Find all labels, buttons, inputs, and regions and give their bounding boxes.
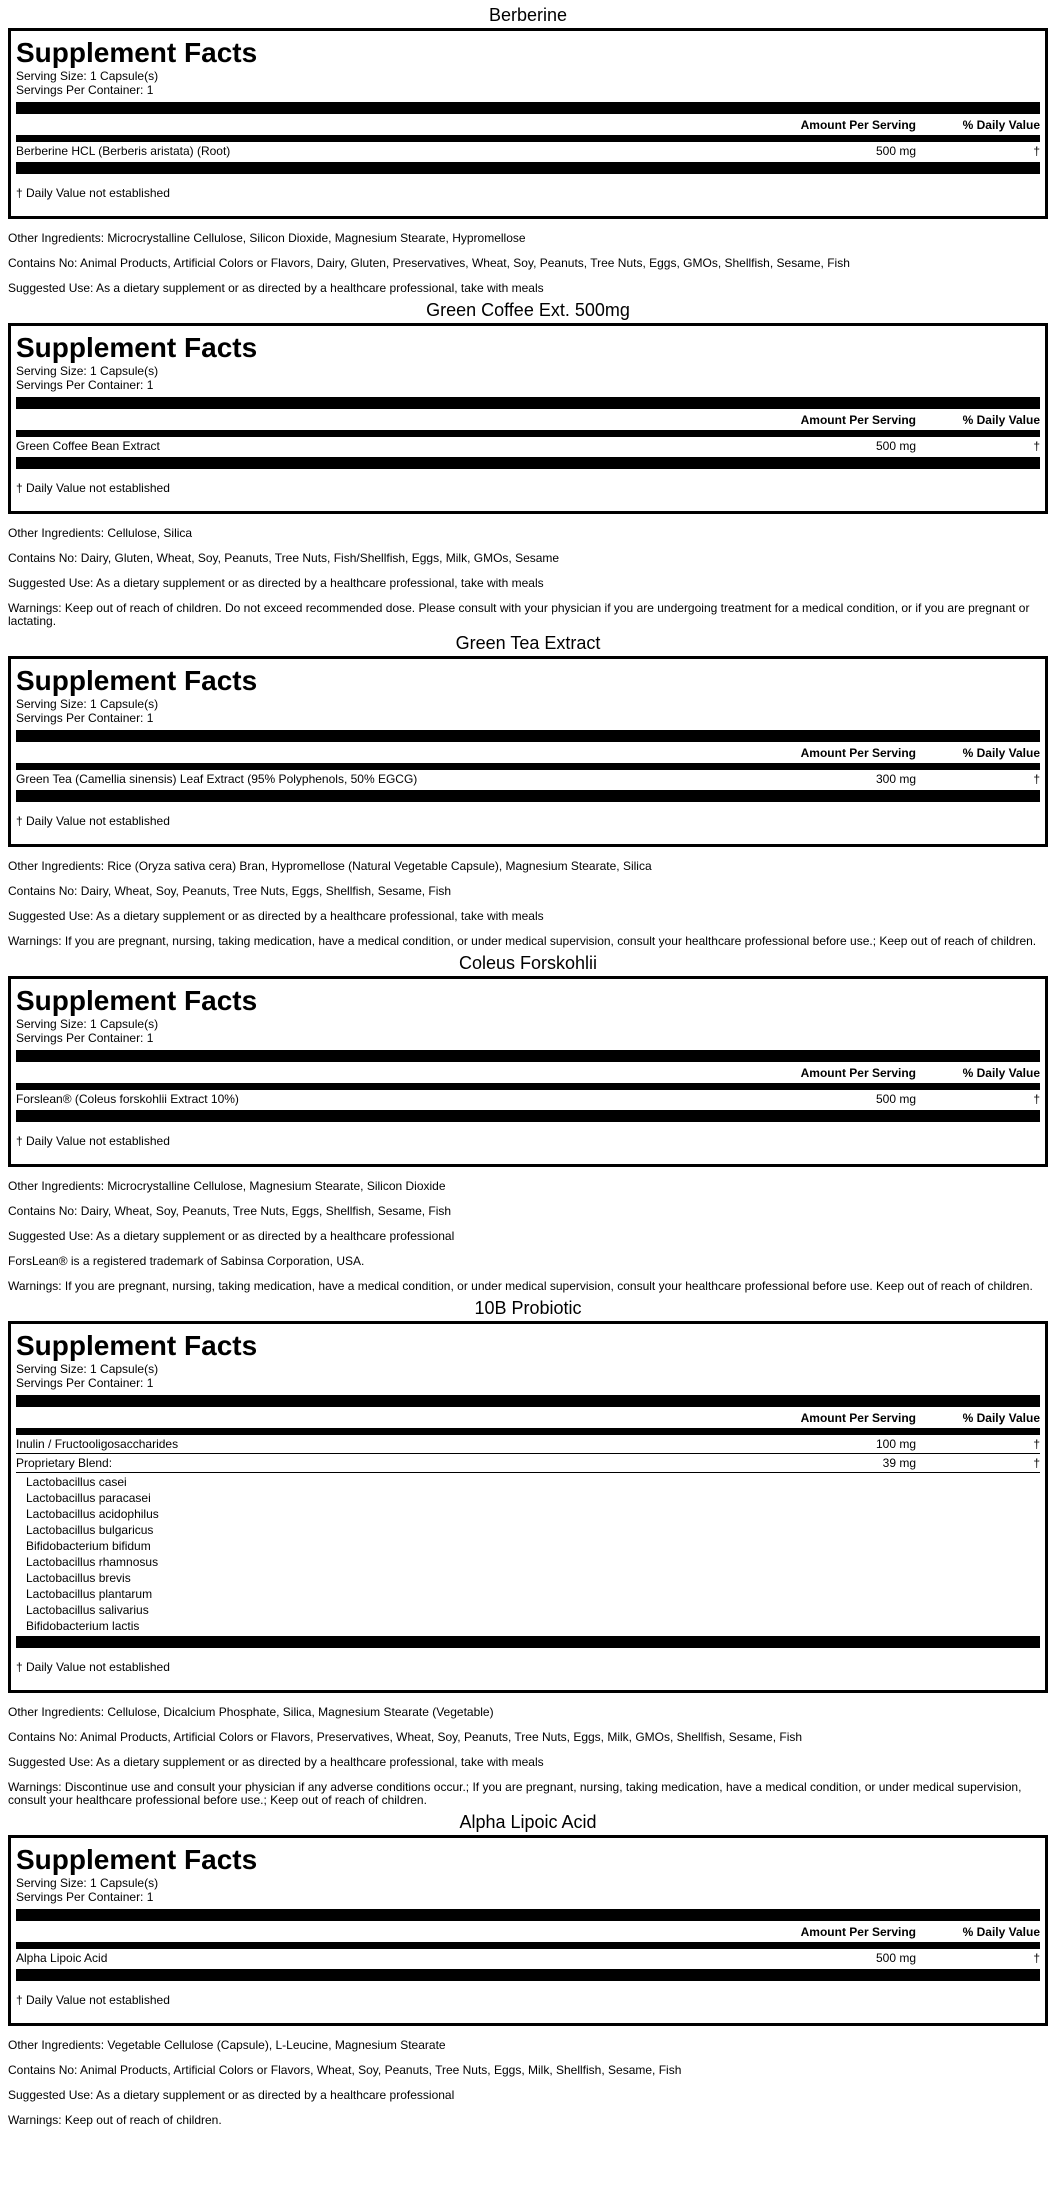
- product-info-line: Other Ingredients: Cellulose, Dicalcium Phosphate, Silica, Magnesium Stearate (Vegetable): [8, 1705, 494, 1719]
- product-section: [8, 628, 1048, 948]
- product-info-line: Warnings: If you are pregnant, nursing, taking medication, have a medical condition, or under medical supervision, consult your healthcare professional before use. Keep out of reach of children.: [8, 1279, 1033, 1293]
- blend-ingredient: Lactobacillus brevis: [26, 1571, 131, 1585]
- daily-value-header: % Daily Value: [962, 1066, 1040, 1080]
- header-spacer: [16, 118, 766, 132]
- product-info-line: Other Ingredients: Cellulose, Silica: [8, 526, 193, 540]
- product-info-line: Suggested Use: As a dietary supplement or as directed by a healthcare professional, take with meals: [8, 281, 544, 295]
- blend-ingredient: Lactobacillus acidophilus: [26, 1507, 159, 1521]
- amount-per-serving-header: Amount Per Serving: [800, 1411, 916, 1425]
- servings-per-container: Servings Per Container: 1: [16, 1890, 154, 1904]
- supplement-facts-title: Supplement Facts: [16, 1844, 258, 1875]
- ingredient-name: Green Tea (Camellia sinensis) Leaf Extract (95% Polyphenols, 50% EGCG): [16, 772, 418, 786]
- supplement-facts-panel: [8, 656, 1048, 847]
- header-spacer: [16, 1411, 766, 1425]
- blend-ingredient: Lactobacillus plantarum: [26, 1587, 153, 1601]
- supplement-facts-title: Supplement Facts: [16, 985, 258, 1016]
- facts-header-row: [16, 1062, 1040, 1090]
- ingredient-amount: 500 mg: [875, 1951, 916, 1965]
- product-title: Coleus Forskohlii: [458, 953, 598, 973]
- blend-ingredient: Lactobacillus casei: [26, 1475, 127, 1489]
- ingredient-row: [16, 1949, 1040, 1967]
- facts-header-row: [16, 1407, 1040, 1435]
- product-title: Berberine: [488, 5, 568, 25]
- servings-per-container: Servings Per Container: 1: [16, 83, 154, 97]
- servings-per-container: Servings Per Container: 1: [16, 711, 154, 725]
- divider-bar: [16, 397, 1040, 409]
- amount-per-serving-header: Amount Per Serving: [800, 1066, 916, 1080]
- product-title: 10B Probiotic: [474, 1298, 582, 1318]
- product-info-line: Warnings: Discontinue use and consult your physician if any adverse conditions occur.; If you are pregnant, nursing, taking medication, have a medical condition, or under medical supervision, consult your healthcare professional before use.; Keep out of reach of children.: [8, 1780, 1022, 1807]
- serving-size: Serving Size: 1 Capsule(s): [16, 697, 159, 711]
- blend-ingredient: Lactobacillus salivarius: [26, 1603, 149, 1617]
- product-section: [8, 0, 1048, 295]
- daily-value-note: † Daily Value not established: [16, 1134, 170, 1148]
- supplement-facts-panel: [8, 1835, 1048, 2026]
- ingredient-amount: 300 mg: [875, 772, 916, 786]
- product-info-line: Suggested Use: As a dietary supplement or as directed by a healthcare professional: [8, 2088, 455, 2102]
- product-info-line: Contains No: Dairy, Wheat, Soy, Peanuts, Tree Nuts, Eggs, Shellfish, Sesame, Fish: [8, 1204, 452, 1218]
- product-info-line: Contains No: Dairy, Wheat, Soy, Peanuts, Tree Nuts, Eggs, Shellfish, Sesame, Fish: [8, 884, 452, 898]
- product-info-line: Suggested Use: As a dietary supplement or as directed by a healthcare professional: [8, 1229, 455, 1243]
- header-spacer: [16, 413, 766, 427]
- ingredient-name: Forslean® (Coleus forskohlii Extract 10%): [16, 1092, 239, 1106]
- daily-value-note: † Daily Value not established: [16, 481, 170, 495]
- daily-value-header: % Daily Value: [962, 746, 1040, 760]
- product-info-line: Other Ingredients: Microcrystalline Cellulose, Silicon Dioxide, Magnesium Stearate, Hypromellose: [8, 231, 526, 245]
- ingredient-row: [16, 1435, 1040, 1453]
- product-info-line: Warnings: Keep out of reach of children.: [8, 2113, 222, 2127]
- ingredient-daily-value: †: [1033, 1437, 1040, 1451]
- facts-header-row: [16, 114, 1040, 142]
- supplement-facts-panel: [8, 323, 1048, 514]
- divider-bar: [16, 1969, 1040, 1981]
- product-title: Alpha Lipoic Acid: [459, 1812, 597, 1832]
- serving-size: Serving Size: 1 Capsule(s): [16, 1876, 159, 1890]
- divider-bar: [16, 102, 1040, 114]
- ingredient-name: Green Coffee Bean Extract: [16, 439, 160, 453]
- ingredient-daily-value: †: [1033, 1456, 1040, 1470]
- product-info-line: Suggested Use: As a dietary supplement or as directed by a healthcare professional, take with meals: [8, 909, 544, 923]
- product-info-line: ForsLean® is a registered trademark of Sabinsa Corporation, USA.: [8, 1254, 365, 1268]
- facts-header-row: [16, 742, 1040, 770]
- daily-value-header: % Daily Value: [962, 118, 1040, 132]
- serving-size: Serving Size: 1 Capsule(s): [16, 1362, 159, 1376]
- ingredient-amount: 500 mg: [875, 439, 916, 453]
- ingredient-daily-value: †: [1033, 439, 1040, 453]
- ingredient-amount: 39 mg: [882, 1456, 916, 1470]
- servings-per-container: Servings Per Container: 1: [16, 378, 154, 392]
- ingredient-name: Berberine HCL (Berberis aristata) (Root): [16, 144, 231, 158]
- product-info-line: Other Ingredients: Rice (Oryza sativa cera) Bran, Hypromellose (Natural Vegetable Capsule), Magnesium Stearate, Silica: [8, 859, 652, 873]
- amount-per-serving-header: Amount Per Serving: [800, 1925, 916, 1939]
- ingredient-amount: 500 mg: [875, 144, 916, 158]
- divider-bar: [16, 730, 1040, 742]
- ingredient-row: [16, 437, 1040, 455]
- ingredient-amount: 100 mg: [875, 1437, 916, 1451]
- product-info-line: Warnings: Keep out of reach of children. Do not exceed recommended dose. Please consult with your physician if you are undergoing treatment for a medical condition, or if you are pregnant or lactating.: [8, 601, 1030, 628]
- ingredient-row: [16, 1090, 1040, 1108]
- serving-size: Serving Size: 1 Capsule(s): [16, 69, 159, 83]
- supplement-facts-title: Supplement Facts: [16, 1330, 258, 1361]
- divider-bar: [16, 1909, 1040, 1921]
- blend-ingredient: Lactobacillus paracasei: [26, 1491, 151, 1505]
- ingredient-daily-value: †: [1033, 1951, 1040, 1965]
- supplement-facts-title: Supplement Facts: [16, 665, 258, 696]
- divider-bar: [16, 162, 1040, 174]
- ingredient-row: [16, 142, 1040, 160]
- ingredient-daily-value: †: [1033, 772, 1040, 786]
- daily-value-header: % Daily Value: [962, 413, 1040, 427]
- header-spacer: [16, 746, 766, 760]
- amount-per-serving-header: Amount Per Serving: [800, 118, 916, 132]
- servings-per-container: Servings Per Container: 1: [16, 1376, 154, 1390]
- ingredient-name: Inulin / Fructooligosaccharides: [16, 1437, 179, 1451]
- divider-bar: [16, 457, 1040, 469]
- divider-bar: [16, 1050, 1040, 1062]
- product-section: [8, 948, 1048, 1293]
- blend-ingredient: Lactobacillus rhamnosus: [26, 1555, 159, 1569]
- ingredient-daily-value: †: [1033, 1092, 1040, 1106]
- servings-per-container: Servings Per Container: 1: [16, 1031, 154, 1045]
- ingredient-daily-value: †: [1033, 144, 1040, 158]
- ingredient-row: [16, 1453, 1040, 1472]
- divider-bar: [16, 1636, 1040, 1648]
- header-spacer: [16, 1925, 766, 1939]
- daily-value-note: † Daily Value not established: [16, 814, 170, 828]
- supplement-facts-panel: [8, 1321, 1048, 1693]
- daily-value-note: † Daily Value not established: [16, 186, 170, 200]
- facts-header-row: [16, 409, 1040, 437]
- ingredient-amount: 500 mg: [875, 1092, 916, 1106]
- product-info-line: Contains No: Animal Products, Artificial Colors or Flavors, Dairy, Gluten, Preservatives, Wheat, Soy, Peanuts, Tree Nuts, Eggs, GMOs, Shellfish, Sesame, Fish: [8, 256, 850, 270]
- supplement-facts-panel: [8, 28, 1048, 219]
- blend-ingredient: Bifidobacterium bifidum: [26, 1539, 151, 1553]
- ingredient-name: Alpha Lipoic Acid: [16, 1951, 108, 1965]
- proprietary-blend-list: [16, 1472, 1040, 1634]
- serving-size: Serving Size: 1 Capsule(s): [16, 1017, 159, 1031]
- blend-ingredient: Lactobacillus bulgaricus: [26, 1523, 154, 1537]
- supplement-facts-title: Supplement Facts: [16, 332, 258, 363]
- serving-size: Serving Size: 1 Capsule(s): [16, 364, 159, 378]
- supplement-facts-panel: [8, 976, 1048, 1167]
- product-section: [8, 1293, 1048, 1807]
- product-info-line: Contains No: Dairy, Gluten, Wheat, Soy, Peanuts, Tree Nuts, Fish/Shellfish, Eggs, Milk, GMOs, Sesame: [8, 551, 560, 565]
- daily-value-note: † Daily Value not established: [16, 1660, 170, 1674]
- product-title: Green Coffee Ext. 500mg: [426, 300, 630, 320]
- header-spacer: [16, 1066, 766, 1080]
- product-info-line: Warnings: If you are pregnant, nursing, taking medication, have a medical condition, or under medical supervision, consult your healthcare professional before use.; Keep out of reach of children.: [8, 934, 1037, 948]
- product-info-line: Suggested Use: As a dietary supplement or as directed by a healthcare professional, take with meals: [8, 1755, 544, 1769]
- supplement-facts-page: [8, 0, 1048, 2127]
- product-info-line: Suggested Use: As a dietary supplement or as directed by a healthcare professional, take with meals: [8, 576, 544, 590]
- daily-value-header: % Daily Value: [962, 1925, 1040, 1939]
- amount-per-serving-header: Amount Per Serving: [800, 413, 916, 427]
- ingredient-name: Proprietary Blend:: [16, 1456, 113, 1470]
- product-section: [8, 295, 1048, 628]
- product-info-line: Contains No: Animal Products, Artificial Colors or Flavors, Wheat, Soy, Peanuts, Tree Nuts, Eggs, Milk, Shellfish, Sesame, Fish: [8, 2063, 682, 2077]
- amount-per-serving-header: Amount Per Serving: [800, 746, 916, 760]
- supplement-facts-title: Supplement Facts: [16, 37, 258, 68]
- divider-bar: [16, 1395, 1040, 1407]
- blend-ingredient: Bifidobacterium lactis: [26, 1619, 140, 1633]
- product-info-line: Other Ingredients: Vegetable Cellulose (Capsule), L-Leucine, Magnesium Stearate: [8, 2038, 446, 2052]
- product-info-line: Other Ingredients: Microcrystalline Cellulose, Magnesium Stearate, Silicon Dioxide: [8, 1179, 446, 1193]
- daily-value-header: % Daily Value: [962, 1411, 1040, 1425]
- product-title: Green Tea Extract: [455, 633, 601, 653]
- ingredient-row: [16, 770, 1040, 788]
- product-info-line: Contains No: Animal Products, Artificial Colors or Flavors, Preservatives, Wheat, Soy, Peanuts, Tree Nuts, Eggs, Milk, GMOs, Shellfish, Sesame, Fish: [8, 1730, 803, 1744]
- facts-header-row: [16, 1921, 1040, 1949]
- product-section: [8, 1807, 1048, 2127]
- divider-bar: [16, 790, 1040, 802]
- daily-value-note: † Daily Value not established: [16, 1993, 170, 2007]
- divider-bar: [16, 1110, 1040, 1122]
